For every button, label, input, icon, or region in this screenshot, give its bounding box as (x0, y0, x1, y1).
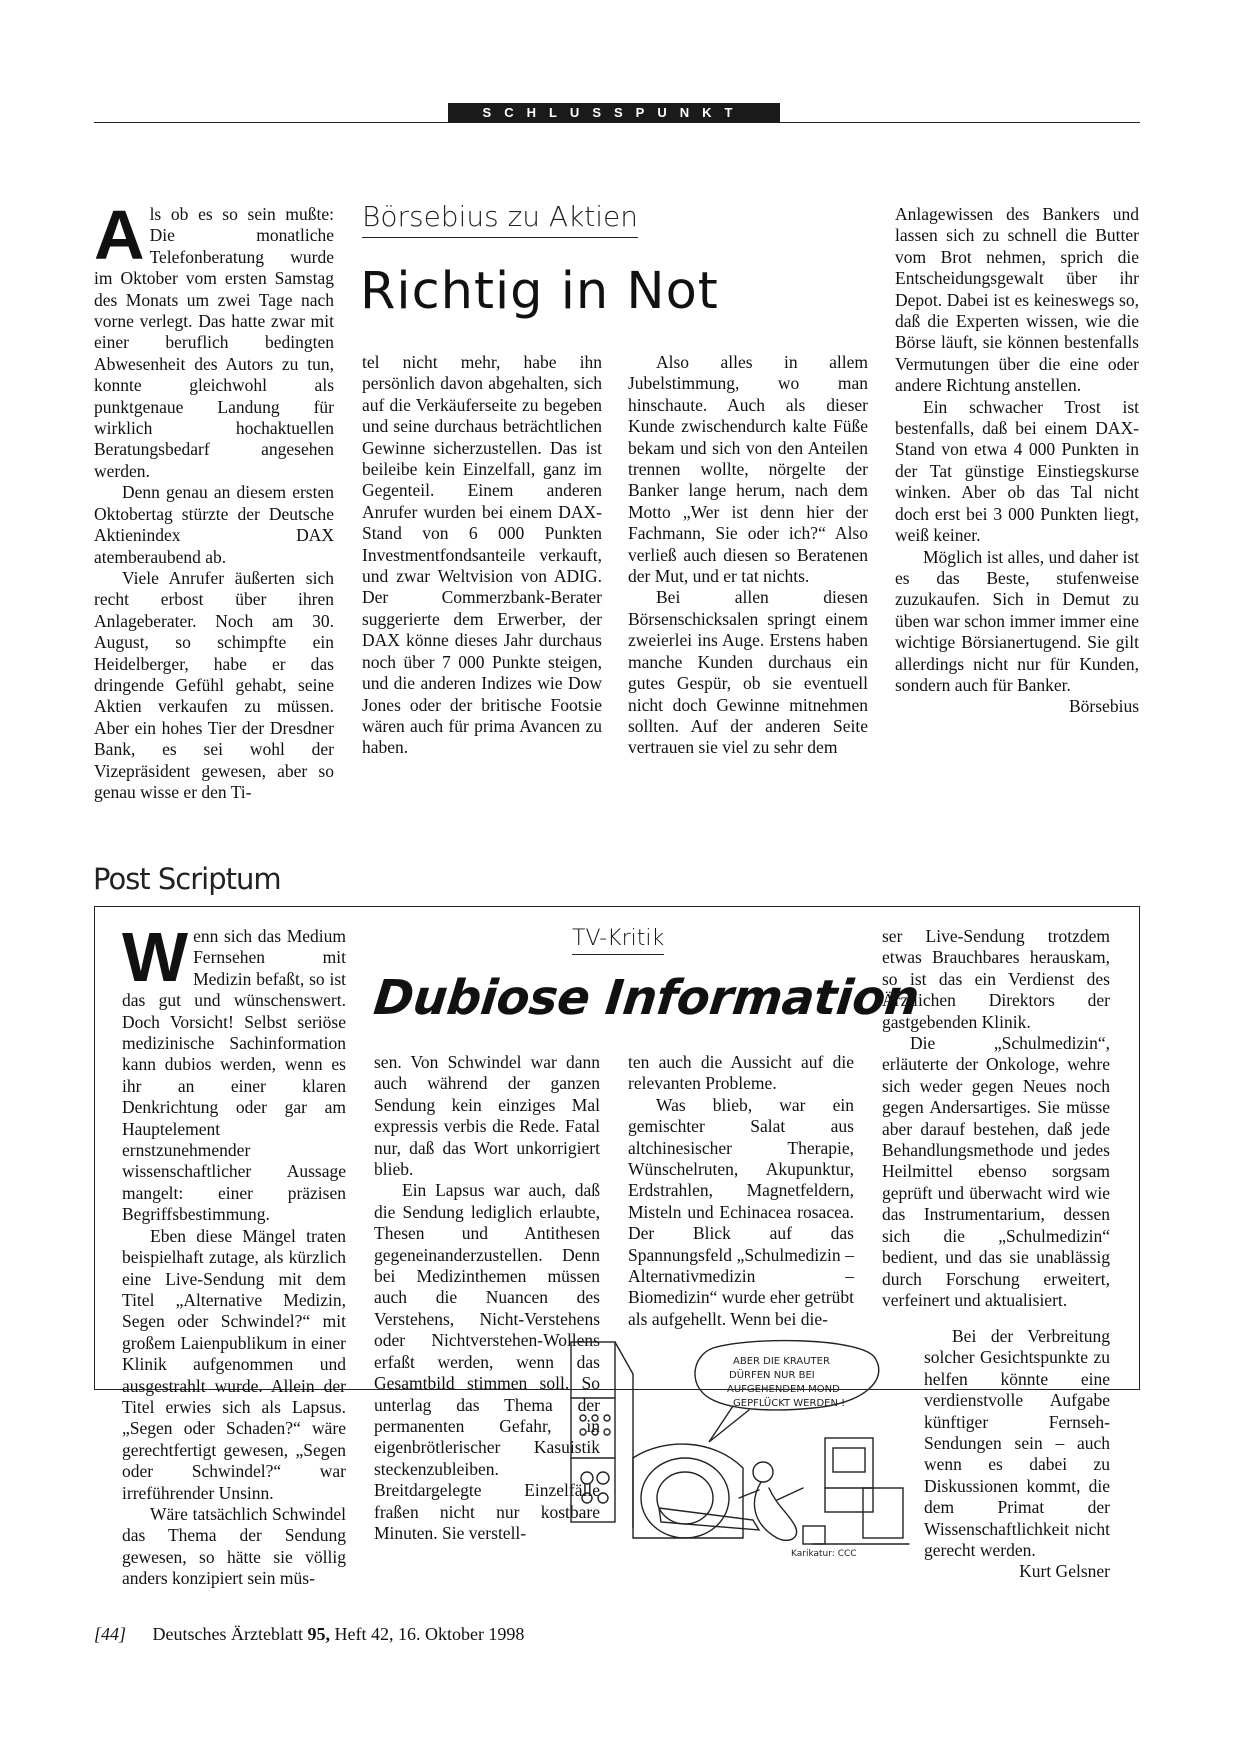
postscriptum-title: Post Scriptum (93, 862, 281, 896)
article1-paragraph: Denn genau an diesem ersten Oktobertag stürzte der Deutsche Aktienindex DAX atemberaubend ab. (94, 482, 334, 567)
drop-cap: A (94, 196, 145, 274)
speech-text-4: GEPFLÜCKT WERDEN ! (733, 1398, 846, 1409)
page-number: [44] (94, 1624, 127, 1644)
article1-paragraph: Viele Anrufer äußerten sich recht erbost über ihren Anlageberater. Noch am 30. August, so schimpfte ein Heidelberger, habe er das dringende Gefühl gehabt, seine Aktien verkaufen zu müssen. Aber ein hohes Tier der Dresdner Bank, es sei wohl der Vizepräsident gewesen, aber so genau wisse er den Ti- (94, 567, 334, 802)
article1-paragraph: Möglich ist alles, und daher ist es das Beste, stufenweise zuzukaufen. Sich in Demut zu üben war schon immer immer eine wichtige Börsianertugend. Sie gilt allerdings nicht nur für Kunden, sondern auch für Banker. (895, 546, 1139, 695)
article1-author: Börsebius (1069, 696, 1139, 717)
postscriptum-paragraph: sen. Von Schwindel war dann auch während der ganzen Sendung kein einziges Mal expressis verbis die Rede. Fatal nur, daß das Wort unkorrigiert blieb. (374, 1052, 600, 1180)
postscriptum-paragraph: Wenn sich das Medium Fernsehen mit Medizin befaßt, so ist das gut und wünschenswert. Doch Vorsicht! Selbst seriöse medizinische Sachinformation kann dubios werden, wenn es ihr an einer klaren Denkrichtung oder gar am Hauptelement ernstzunehmender wissenschaftlicher Aussage mangelt: einer präzisen Begriffsbestimmung. (122, 918, 346, 1225)
speech-text-2: DÜRFEN NUR BEI (729, 1370, 815, 1381)
article1-column-1 (94, 196, 334, 803)
journal-name: Deutsches Ärzteblatt (152, 1624, 303, 1644)
cartoon-illustration (563, 1338, 917, 1560)
postscriptum-paragraph: Die „Schulmedizin“, erläuterte der Onkologe, wehre sich weder gegen Neues noch gegen Andersartiges. Sie müsse aber darauf bestehen, daß jede Behandlungsmethode und jedes Heilmittel ebenso sorgsam geprüft und überwacht wird wie das Instrumentarium, dessen sich die „Schulmedizin“ bedient, und das sie unablässig durch Forschung erweitert, verfeinert und aktualisiert. (882, 1033, 1110, 1310)
postscriptum-paragraph: ser Live-Sendung trotzdem etwas Brauchbares herauskam, so ist das ein Verdienst des Ärztlichen Direktors der gastgebenden Klinik. (882, 926, 1110, 1032)
postscriptum-paragraph: Bei der Verbreitung solcher Gesichtspunkte zu helfen könnte eine verdienstvolle Aufgabe künftiger Fernseh-Sendungen sein – auch wenn es dabei zu Diskussionen kommt, die dem Primat der Wissenschaftlichkeit nicht gerecht werden. (924, 1326, 1110, 1561)
article1-column-2 (362, 352, 602, 759)
article1-paragraph: Als ob es so sein mußte: Die monatliche Telefonberatung wurde im Oktober vom ersten Samstag des Monats um zwei Tage nach vorne verlegt. Das hatte zwar mit einer beruflich bedingten Abwesenheit des Autors zu tun, konnte gleichwohl als punktgenaue Landung für wirklich hochaktuellen Beratungsbedarf angesehen werden. (94, 196, 334, 481)
postscriptum-paragraph: ten auch die Aussicht auf die relevanten Probleme. (628, 1052, 854, 1094)
postscriptum-paragraph: Ein Lapsus war auch, daß die Sendung lediglich erlaubte, Thesen und Antithesen gegeneinanderzustellen. Denn bei Medizinthemen müssen auch die Nuancen des Verstehens, Nicht-Verstehens oder Nichtverstehen-Wollens erfaßt werden, wenn das Gesamtbild stimmen soll. So unterlag das Thema der permanenten Gefahr, in eigenbrötlerischer Kasuistik steckenzubleiben. Breitdargelegte Einzelfälle fraßen nicht nur kostbare Minuten. Sie verstell- (374, 1180, 600, 1543)
article1-headline: Richtig in Not (360, 262, 719, 321)
article1-column-3 (628, 352, 868, 759)
speech-text-3: AUFGEHENDEM MOND (727, 1384, 840, 1395)
journal-issue: Heft 42, 16. Oktober 1998 (334, 1624, 525, 1644)
page-footer (94, 1624, 524, 1645)
cartoon-drawing (563, 1338, 917, 1560)
article1-paragraph: Anlagewissen des Bankers und lassen sich zu schnell die Butter vom Brot nehmen, sprich die Entscheidungsgewalt über ihr Depot. Dabei ist es keineswegs so, daß die Experten wissen, wie die Börse läuft, sie können bestenfalls Vermutungen über die eine oder andere Richtung anstellen. (895, 204, 1139, 396)
postscriptum-column-1 (122, 918, 346, 1590)
postscriptum-headline: Dubiose Information (371, 970, 922, 1026)
doctor-figure (753, 1462, 773, 1482)
article1-paragraph: Also alles in allem Jubelstimmung, wo man hinschaute. Auch als dieser Kunde zwischendurch kalte Füße bekam und sich von den Anteilen trennen wollte, nörgelte der Banker lange herum, nach dem Motto „Wer ist denn hier der Fachmann, Sie oder ich?“ Also verließ auch diesen so Beratenen der Mut, und er tat nichts. (628, 352, 868, 587)
postscriptum-paragraph: Was blieb, war ein gemischter Salat aus altchinesischer Therapie, Wünschelruten, Akupunktur, Erdstrahlen, Magnetfeldern, Misteln und Echinacea rosacea. Der Blick auf das Spannungsfeld „Schulmedizin – Alternativmedizin – Biomedizin“ wurde eher getrübt als aufgehellt. Wenn bei die- (628, 1094, 854, 1329)
postscriptum-paragraph: Wäre tatsächlich Schwindel das Thema der Sendung gewesen, so hätte sie völlig anders konzipiert sein müs- (122, 1503, 346, 1589)
postscriptum-author: Kurt Gelsner (1019, 1561, 1110, 1582)
postscriptum-paragraph: Eben diese Mängel traten beispielhaft zutage, als kürzlich eine Live-Sendung mit dem Titel „Alternative Medizin, Segen oder Schwindel?“ mit großem Laienpublikum in einer Klinik aufgenommen und ausgestrahlt wurde. Allein der Titel erwies sich als Lapsus. „Segen oder Schaden?“ wäre gerechtfertigt gewesen, „Segen oder Schwindel?“ war irreführender Unsinn. (122, 1225, 346, 1503)
article1-paragraph: tel nicht mehr, habe ihn persönlich davon abgehalten, sich auf die Verkäuferseite zu begeben und seine durchaus beträchtlichen Gewinne sicherzustellen. Das ist beileibe kein Einzelfall, ganz im Gegenteil. Einem anderen Anrufer wurden bei einem DAX-Stand von 6 000 Punkten Investmentfondsanteile verkauft, und zwar Weltvision von ADIG. Der Commerzbank-Berater suggerierte dem Erwerber, der DAX könne dieses Jahr durchaus noch über 7 000 Punkte steigen, und die anderen Indizes wie Dow Jones oder der britische Footsie wären auch für prima Avancen zu haben. (362, 352, 602, 758)
section-label: SCHLUSSPUNKT (448, 103, 780, 123)
article1-kicker: Börsebius zu Aktien (362, 200, 638, 238)
journal-volume: 95, (307, 1624, 330, 1644)
drop-cap: W (122, 918, 189, 996)
article1-paragraph: Bei allen diesen Börsenschicksalen springt einem zweierlei ins Auge. Erstens haben manche Kunden durchaus ein gutes Gespür, ob sie eventuell nicht doch Gewinne mitnehmen sollten. Auf der anderen Seite vertrauen sie viel zu sehr dem (628, 587, 868, 758)
postscriptum-column-4 (882, 926, 1110, 1311)
equipment-rack (571, 1342, 615, 1522)
cartoon-credit: Karikatur: CCC (791, 1549, 857, 1559)
speech-text-1: ABER DIE KRAUTER (733, 1356, 830, 1367)
postscriptum-column-3 (628, 1052, 854, 1330)
instrument-panel (825, 1438, 873, 1512)
article1-paragraph: Ein schwacher Trost ist bestenfalls, daß bei einem DAX-Stand von etwa 4 000 Punkten in der Tat günstige Einstiegskurse winken. Aber ob das Tal nicht doch erst bei 3 000 Punkten liegt, weiß keiner. (895, 396, 1139, 546)
postscriptum-kicker: TV-Kritik (572, 926, 664, 951)
postscriptum-column-4b (924, 1326, 1110, 1583)
article1-column-4 (895, 204, 1139, 718)
